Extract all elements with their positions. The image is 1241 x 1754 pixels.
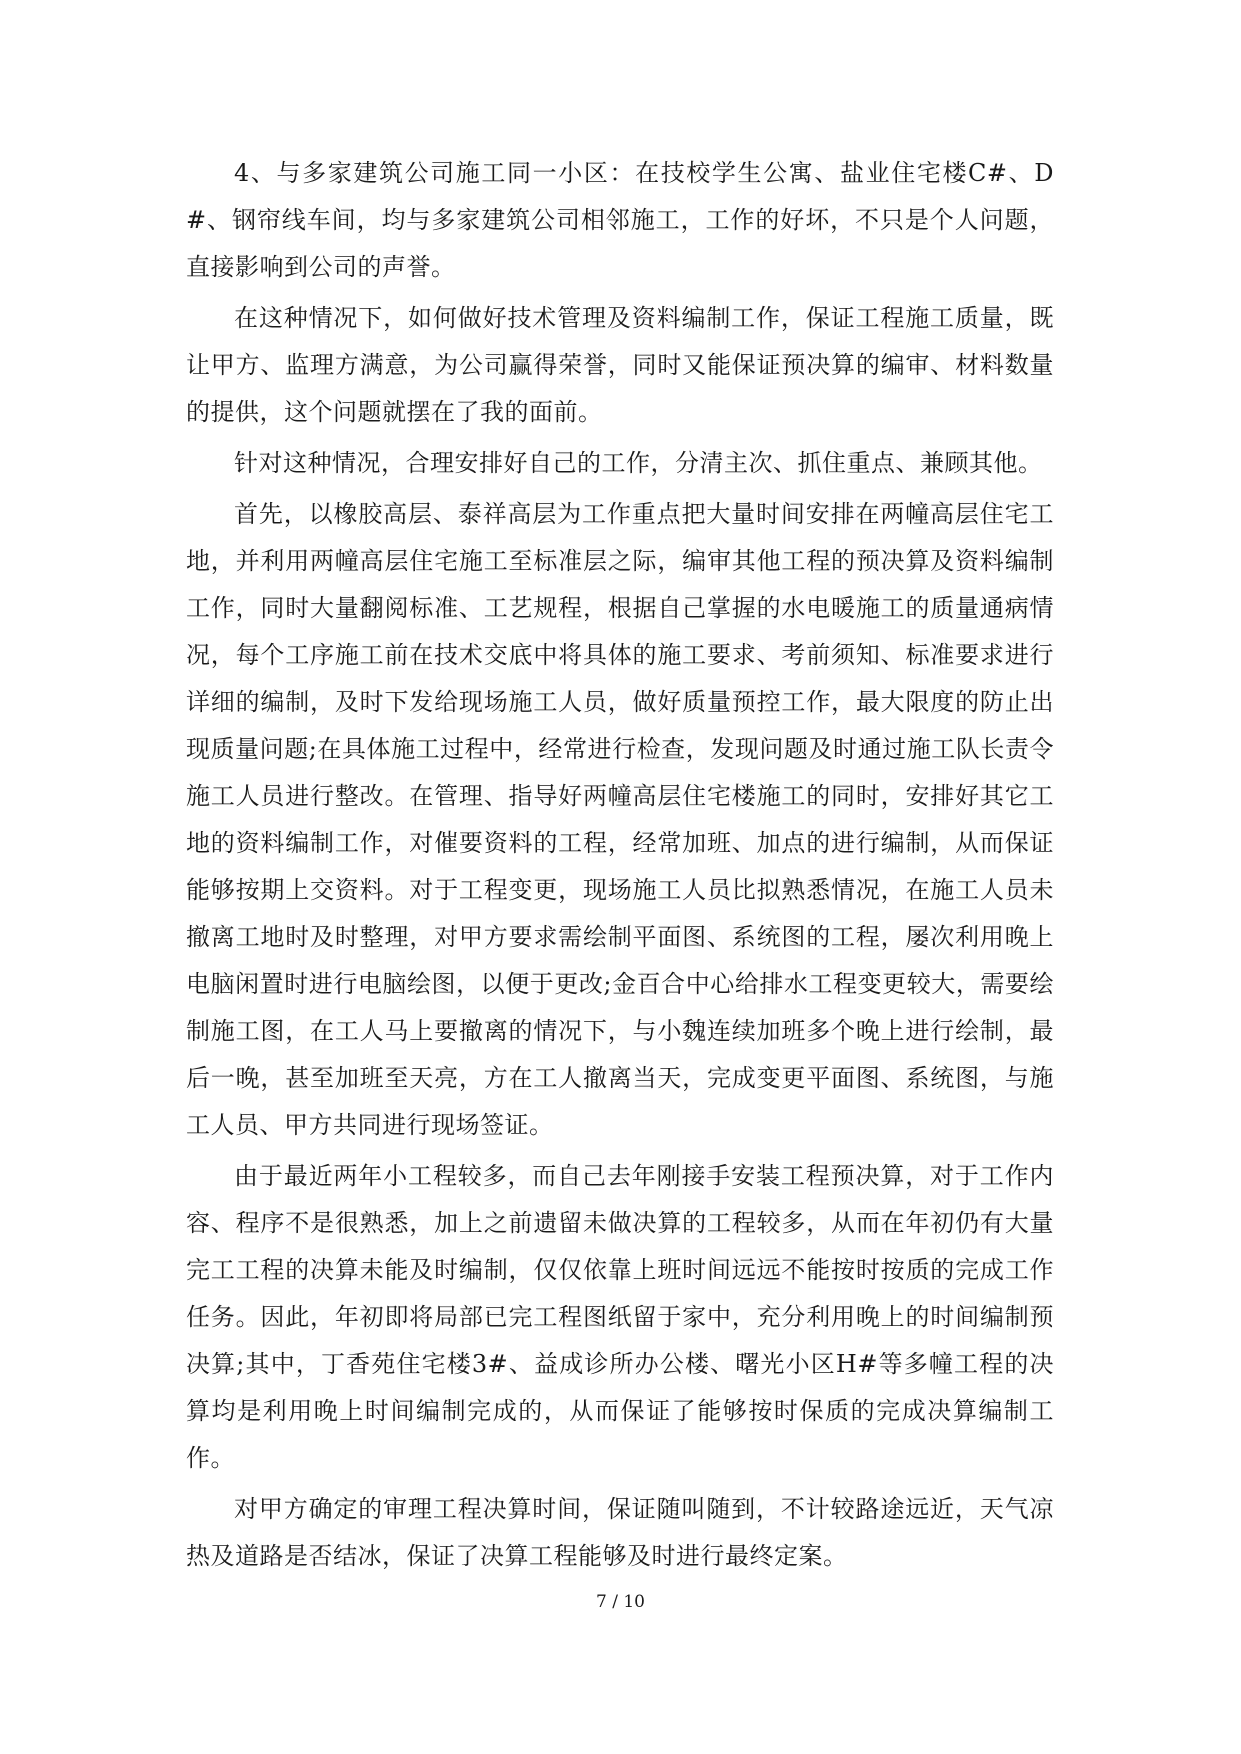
paragraph-2: 在这种情况下，如何做好技术管理及资料编制工作，保证工程施工质量，既让甲方、监理方满意，为公司赢得荣誉，同时又能保证预决算的编审、材料数量的提供，这个问题就摆在了我的面前。 xyxy=(186,304,1054,426)
paragraph-3: 针对这种情况，合理安排好自己的工作，分清主次、抓住重点、兼顾其他。 xyxy=(234,449,1043,477)
page-number: 7 / 10 xyxy=(596,1592,645,1612)
document-body xyxy=(186,150,1054,1584)
paragraph-6: 对甲方确定的审理工程决算时间，保证随叫随到，不计较路途远近，天气凉热及道路是否结冰，保证了决算工程能够及时进行最终定案。 xyxy=(186,1495,1054,1570)
paragraph-4: 首先，以橡胶高层、泰祥高层为工作重点把大量时间安排在两幢高层住宅工地，并利用两幢高层住宅施工至标准层之际，编审其他工程的预决算及资料编制工作，同时大量翻阅标准、工艺规程，根据自己掌握的水电暖施工的质量通病情况，每个工序施工前在技术交底中将具体的施工要求、考前须知、标准要求进行详细的编制，及时下发给现场施工人员，做好质量预控工作，最大限度的防止出现质量问题;在具体施工过程中，经常进行检查，发现问题及时通过施工队长责令施工人员进行整改。在管理、指导好两幢高层住宅楼施工的同时，安排好其它工地的资料编制工作，对催要资料的工程，经常加班、加点的进行编制，从而保证能够按期上交资料。对于工程变更，现场施工人员比拟熟悉情况，在施工人员未撤离工地时及时整理，对甲方要求需绘制平面图、系统图的工程，屡次利用晚上电脑闲置时进行电脑绘图，以便于更改;金百合中心给排水工程变更较大，需要绘制施工图，在工人马上要撤离的情况下，与小魏连续加班多个晚上进行绘制，最后一晚，甚至加班至天亮，方在工人撤离当天，完成变更平面图、系统图，与施工人员、甲方共同进行现场签证。 xyxy=(186,500,1054,1139)
paragraph-1: 4、与多家建筑公司施工同一小区：在技校学生公寓、盐业住宅楼C#、D#、钢帘线车间，均与多家建筑公司相邻施工，工作的好坏，不只是个人问题，直接影响到公司的声誉。 xyxy=(186,159,1054,281)
paragraph-5: 由于最近两年小工程较多，而自己去年刚接手安装工程预决算，对于工作内容、程序不是很熟悉，加上之前遗留未做决算的工程较多，从而在年初仍有大量完工工程的决算未能及时编制，仅仅依靠上班时间远远不能按时按质的完成工作任务。因此，年初即将局部已完工程图纸留于家中，充分利用晚上的时间编制预决算;其中，丁香苑住宅楼3#、益成诊所办公楼、曙光小区H#等多幢工程的决算均是利用晚上时间编制完成的，从而保证了能够按时保质的完成决算编制工作。 xyxy=(186,1162,1054,1472)
